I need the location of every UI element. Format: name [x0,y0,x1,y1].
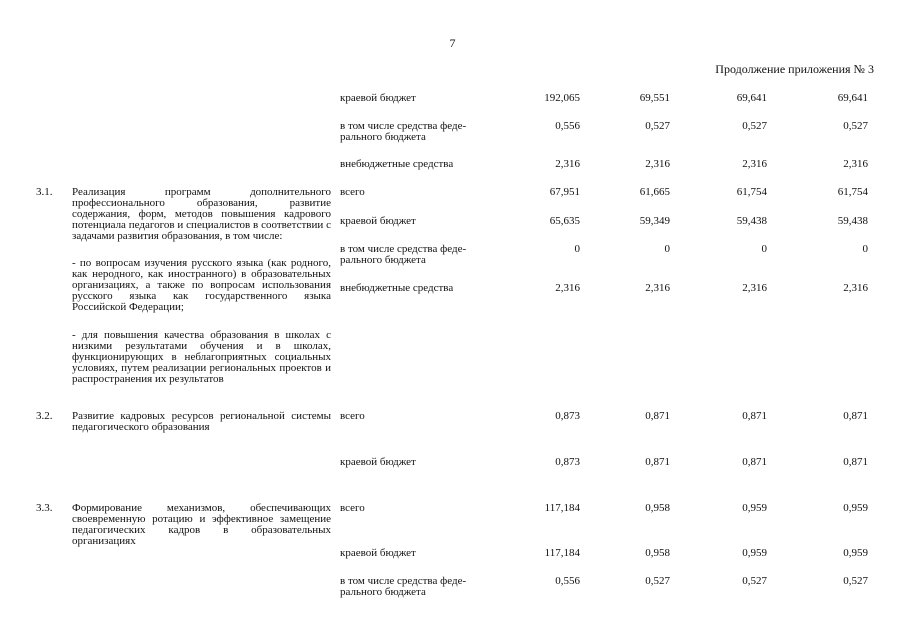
value-cell: 69,641 [837,92,868,104]
item-subitem: - по вопросам изучения русского языка (как родного, как неродного, как иностранного) в образовательных организациях, а также по вопросам использования русского языка как государственного языка Российской Федерации; [72,257,331,313]
value-cell: 0,958 [645,502,670,514]
value-cell: 2,316 [645,158,670,170]
value-cell: 0 [664,243,670,255]
value-cell: 117,184 [544,547,580,559]
value-cell: 2,316 [645,282,670,294]
value-cell: 0,527 [742,120,767,132]
value-cell: 65,635 [549,215,580,227]
value-cell: 0,959 [742,547,767,559]
value-cell: 0,871 [742,456,767,468]
value-cell: 0,871 [843,456,868,468]
source-label: краевой бюджет [340,215,416,227]
value-cell: 61,754 [837,186,868,198]
value-cell: 2,316 [742,158,767,170]
value-cell: 0,873 [555,410,580,422]
source-label: в том числе средства феде- рального бюджета [340,120,467,143]
value-cell: 0,527 [645,120,670,132]
value-cell: 0,959 [843,547,868,559]
value-cell: 2,316 [555,282,580,294]
value-cell: 2,316 [742,282,767,294]
item-number: 3.3. [36,502,53,514]
value-cell: 59,438 [837,215,868,227]
value-cell: 0,556 [555,575,580,587]
value-cell: 0,556 [555,120,580,132]
item-description: Развитие кадровых ресурсов региональной системы педагогического образования [72,410,331,433]
value-cell: 0,527 [645,575,670,587]
value-cell: 59,438 [736,215,767,227]
value-cell: 0,958 [645,547,670,559]
value-cell: 0 [761,243,767,255]
source-label: внебюджетные средства [340,158,454,170]
value-cell: 59,349 [639,215,670,227]
value-cell: 0,873 [555,456,580,468]
value-cell: 0 [862,243,868,255]
source-label: краевой бюджет [340,92,416,104]
value-cell: 67,951 [549,186,580,198]
item-description: Формирование механизмов, обеспечивающих своевременную ротацию и эффективное замещение педагогических кадров в образовательных организациях [72,502,331,547]
source-label: краевой бюджет [340,547,416,559]
value-cell: 0,527 [742,575,767,587]
page-number: 7 [449,36,456,50]
value-cell: 0,871 [843,410,868,422]
value-cell: 0,871 [742,410,767,422]
value-cell: 117,184 [544,502,580,514]
item-description: Реализация программ дополнительного профессионального образования, развитие содержания, форм, методов повышения кадрового потенциала педагогов и специалистов в соответствии с задачами развития образования, в том числе: [72,186,331,242]
value-cell: 0,527 [843,120,868,132]
source-label: в том числе средства феде- рального бюджета [340,575,467,598]
item-number: 3.1. [36,186,53,198]
value-cell: 2,316 [555,158,580,170]
value-cell: 69,551 [639,92,670,104]
item-number: 3.2. [36,410,53,422]
source-label: всего [340,502,365,514]
continuation-label: Продолжение приложения № 3 [715,62,874,76]
source-label: краевой бюджет [340,456,416,468]
source-label: всего [340,410,365,422]
value-cell: 0,959 [742,502,767,514]
value-cell: 0,871 [645,410,670,422]
value-cell: 0,959 [843,502,868,514]
value-cell: 69,641 [736,92,767,104]
value-cell: 0 [574,243,580,255]
source-label: внебюджетные средства [340,282,454,294]
source-label: всего [340,186,365,198]
item-subitem: - для повышения качества образования в школах с низкими результатами обучения и в школах, функционирующих в неблагоприятных социальных условиях, путем реализации региональных проектов и распространения их результатов [72,329,331,385]
source-label: в том числе средства феде- рального бюджета [340,243,467,266]
value-cell: 2,316 [843,282,868,294]
value-cell: 2,316 [843,158,868,170]
value-cell: 0,871 [645,456,670,468]
value-cell: 0,527 [843,575,868,587]
value-cell: 192,065 [544,92,580,104]
value-cell: 61,754 [736,186,767,198]
value-cell: 61,665 [639,186,670,198]
